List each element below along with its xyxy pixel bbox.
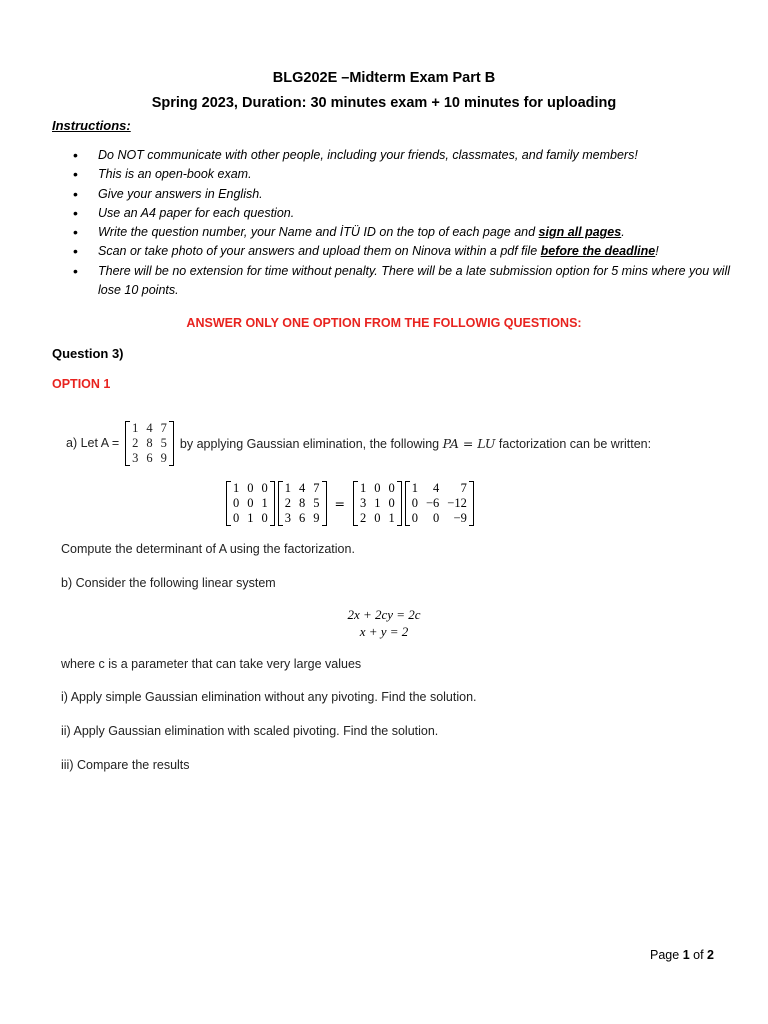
equals-sign: = (334, 495, 345, 511)
matrix-cell: 1 (233, 480, 240, 495)
left-bracket (125, 421, 130, 466)
matrix-cell: 0 (233, 495, 240, 510)
matrix-cell: 3 (284, 510, 291, 525)
matrix-cell: 1 (261, 495, 268, 510)
matrix-cell: 7 (160, 420, 167, 435)
bullet-icon: • (73, 262, 78, 279)
instruction-item: • Use an A4 paper for each question. (52, 204, 732, 223)
matrix-cell: 1 (388, 510, 395, 525)
part-a-prefix: a) Let A = (66, 436, 120, 450)
matrix-cell: 1 (132, 420, 139, 435)
matrix-cell: 1 (411, 480, 418, 495)
matrix-cell: −6 (425, 495, 440, 510)
part-a-suffix-pre: by applying Gaussian elimination, the following (179, 436, 443, 451)
matrix-cell: 9 (160, 450, 167, 465)
matrix-cell: 4 (299, 480, 306, 495)
instructions-heading: Instructions: (52, 118, 131, 133)
matrix-cell: −9 (453, 510, 467, 525)
part-b-i: i) Apply simple Gaussian elimination without any pivoting. Find the solution. (61, 690, 477, 704)
instruction-item: • This is an open-book exam. (52, 165, 732, 184)
instruction-item: • Give your answers in English. (52, 185, 732, 204)
right-bracket (270, 481, 275, 526)
matrix-cell: −12 (447, 495, 467, 510)
left-bracket (226, 481, 231, 526)
matrix-cell: 0 (261, 510, 268, 525)
matrix-cell: 8 (146, 435, 153, 450)
matrix-cell: 4 (146, 420, 153, 435)
left-bracket (278, 481, 283, 526)
bullet-icon: • (73, 147, 78, 163)
matrix-cell: 9 (313, 510, 320, 525)
bullet-icon: • (73, 166, 78, 183)
answer-note: ANSWER ONLY ONE OPTION FROM THE FOLLOWIG QUESTIONS: (186, 316, 582, 330)
matrix-cell: 1 (359, 480, 367, 495)
factorization-equation (226, 479, 474, 527)
right-bracket (469, 481, 474, 526)
matrix-cell: 1 (284, 480, 291, 495)
matrix-cell: 0 (247, 480, 254, 495)
linear-system-eq1: 2x + 2cy = 2c (347, 607, 421, 622)
bullet-icon: • (73, 243, 78, 260)
matrix-cell: 0 (411, 495, 418, 510)
left-bracket (405, 481, 410, 526)
matrix-cell: 7 (460, 480, 467, 495)
matrix-cell: 2 (284, 495, 291, 510)
pa-lu-math: PA = LU (442, 435, 496, 451)
linear-system-eq2: x + y = 2 (359, 624, 409, 639)
bullet-icon: • (73, 185, 78, 202)
matrix-cell: 0 (433, 510, 440, 525)
exam-title: BLG202E –Midterm Exam Part B (272, 70, 496, 86)
matrix-cell: 2 (132, 435, 139, 450)
bullet-icon: • (73, 204, 78, 221)
bullet-icon: • (73, 224, 78, 241)
matrix-p (226, 481, 275, 526)
matrix-cell: 5 (313, 495, 320, 510)
page-number: Page 1 of 2 (650, 948, 714, 962)
instruction-item: • Write the question number, your Name and İTÜ ID on the top of each page and sign all pages. (52, 223, 732, 242)
matrix-cell: 3 (359, 495, 367, 510)
matrix-cell: 0 (247, 495, 254, 510)
part-b-iii: iii) Compare the results (61, 758, 190, 772)
parameter-note: where c is a parameter that can take very large values (61, 657, 362, 671)
matrix-cell: 5 (160, 435, 167, 450)
instruction-emphasis: sign all pages (538, 225, 622, 240)
right-bracket (169, 421, 174, 466)
matrix-cell: 0 (388, 495, 395, 510)
instruction-item: • Do NOT communicate with other people, including your friends, classmates, and family members! (52, 146, 732, 165)
question-label: Question 3) (52, 346, 124, 361)
instruction-emphasis: before the deadline (540, 244, 656, 259)
option-label: OPTION 1 (52, 377, 111, 391)
matrix-cell: 4 (433, 480, 440, 495)
part-a-statement (66, 419, 651, 467)
instruction-item: • Scan or take photo of your answers and upload them on Ninova within a pdf file before the deadline! (52, 242, 732, 261)
instruction-item: • There will be no extension for time without penalty. There will be a late submission option for 5 mins where you will lose 10 points. (73, 262, 731, 298)
matrix-cell: 0 (411, 510, 418, 525)
part-a-suffix-post: factorization can be written: (495, 436, 652, 451)
matrix-cell: 3 (132, 450, 139, 465)
matrix-l (353, 481, 402, 526)
matrix-cell: 0 (261, 480, 268, 495)
instructions-list (52, 146, 732, 300)
matrix-cell: 6 (299, 510, 306, 525)
matrix-cell: 0 (374, 510, 381, 525)
matrix-cell: 6 (146, 450, 153, 465)
matrix-cell: 7 (313, 480, 320, 495)
matrix-u (405, 481, 474, 526)
matrix-a-repeat (278, 481, 327, 526)
right-bracket (322, 481, 327, 526)
part-b-ii: ii) Apply Gaussian elimination with scaled pivoting. Find the solution. (61, 724, 439, 738)
matrix-cell: 0 (388, 480, 395, 495)
matrix-a (125, 421, 174, 466)
matrix-cell: 2 (359, 510, 367, 525)
left-bracket (353, 481, 358, 526)
matrix-cell: 0 (233, 510, 240, 525)
matrix-cell: 8 (299, 495, 306, 510)
matrix-cell: 1 (374, 495, 381, 510)
matrix-cell: 1 (247, 510, 254, 525)
part-b-intro: b) Consider the following linear system (61, 576, 276, 590)
right-bracket (397, 481, 402, 526)
exam-subtitle: Spring 2023, Duration: 30 minutes exam + 10 minutes for uploading (151, 95, 617, 111)
matrix-cell: 0 (374, 480, 381, 495)
part-a-task: Compute the determinant of A using the factorization. (61, 542, 355, 556)
